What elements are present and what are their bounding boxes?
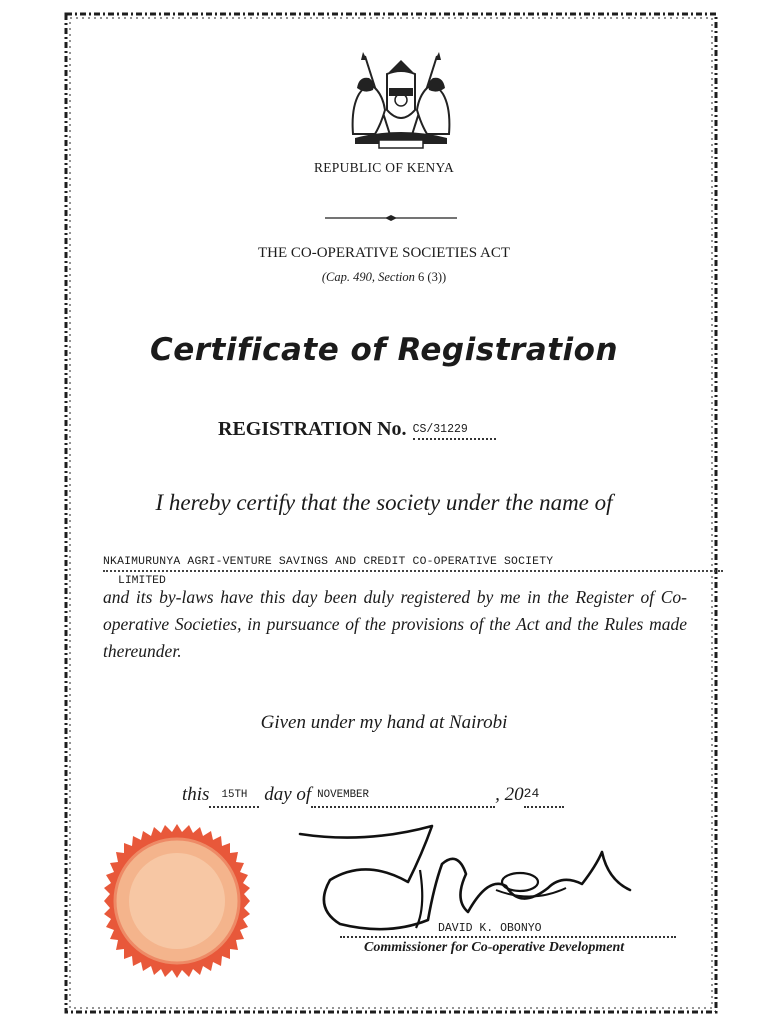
signatory-name: DAVID K. OBONYO xyxy=(438,922,542,935)
signatory-title: Commissioner for Co-operative Development xyxy=(364,940,625,955)
this-label: this xyxy=(182,784,210,805)
cap-prefix: ( xyxy=(321,270,327,284)
registration-body-text: and its by-laws have this day been duly registered by me in the Register of Co-operative Societies, in pursuance of the provisions of the Act and the Rules made thereunder. xyxy=(103,587,687,661)
registration-line xyxy=(218,418,496,441)
date-month: NOVEMBER xyxy=(317,789,370,801)
society-name-line1: NKAIMURUNYA AGRI-VENTURE SAVINGS AND CREDIT CO-OPERATIVE SOCIETY xyxy=(103,556,723,572)
certificate-title: Certificate of Registration xyxy=(149,332,619,368)
signature-dotted-line xyxy=(340,936,676,938)
ornamental-divider xyxy=(325,215,457,221)
cap-suffix: 6 (3)) xyxy=(414,270,447,284)
coat-of-arms-emblem xyxy=(345,48,457,150)
certify-statement: I hereby certify that the society under the name of xyxy=(155,490,613,515)
day-of-label: day of xyxy=(264,784,312,805)
given-statement: Given under my hand at Nairobi xyxy=(260,712,508,733)
registration-number: CS/31229 xyxy=(413,423,496,440)
date-line: this 15TH day of NOVEMBER , 2024 xyxy=(182,784,564,808)
date-day: 15TH xyxy=(221,789,248,801)
year-prefix: 20 xyxy=(504,784,524,805)
official-seal xyxy=(98,822,256,980)
act-heading: THE CO-OPERATIVE SOCIETIES ACT xyxy=(257,245,511,261)
republic-heading: REPUBLIC OF KENYA xyxy=(313,160,455,175)
registration-label: REGISTRATION No. xyxy=(218,418,407,440)
society-name-line2: LIMITED xyxy=(118,575,166,587)
act-citation xyxy=(0,270,768,285)
cap-section: Cap. 490, Section xyxy=(326,270,415,284)
year-suffix: 24 xyxy=(523,786,540,801)
